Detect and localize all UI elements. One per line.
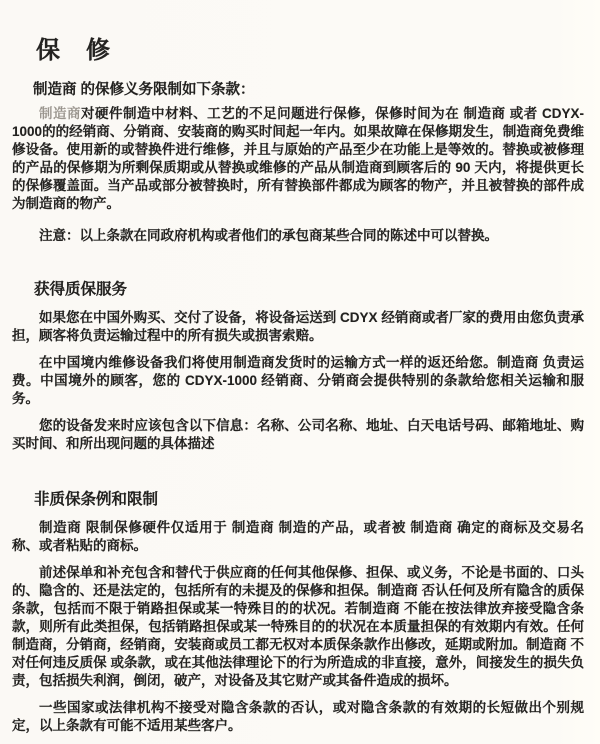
note-paragraph: 注意：以上条款在同政府机构或者他们的承包商某些合同的陈述中可以替换。 xyxy=(39,228,498,244)
warranty-obligations-heading: 制造商 的保修义务限制如下条款： xyxy=(33,82,255,99)
warranty-terms-text: 对硬件制造中材料、工艺的不足问题进行保修，保修时间为在 制造商 或者 CDYX- 1000的的经销商、分销商、安装商的购买时间起一年内。如果故障在保修期发生，制造商免费维修设备。使用新的或替换件进行维修，并且与原始的产品至少在功能上是等效的。替换或被修理的产品的保修期为所剩保质期或从替换或维修的产品从制造商到顾客后的 90 天内，将提供更长的保修覆盖面。当产品或部分被替换时，所有替换部件都成为顾客的物产，并且被替换的部件成为制造商的物产。 xyxy=(12,106,585,212)
section-heading-non-warranty-limits: 非质保条例和限制 xyxy=(34,491,159,509)
page-title: 保 修 xyxy=(36,37,111,64)
limits-paragraph-jurisdictions: 一些国家或法律机构不接受对隐含条款的否认，或对隐含条款的有效期的长短做出个别规定，以上条款有可能不适用某些客户。 xyxy=(12,700,584,734)
manufacturer-word-muted: 制造商 xyxy=(39,106,82,122)
service-paragraph-domestic-return: 在中国境内维修设备我们将使用制造商发货时的运输方式一样的返还给您。制造商 负责运费。中国境外的顾客，您的 CDYX-1000 经销商、分销商会提供特别的条款给您相关运输和服务。 xyxy=(12,355,584,407)
warranty-terms-paragraph xyxy=(12,105,584,213)
limits-paragraph-scope: 制造商 限制保修硬件仅适用于 制造商 制造的产品，或者被 制造商 确定的商标及交易名称、或者粘贴的商标。 xyxy=(12,520,584,554)
limits-paragraph-disclaimer: 前述保单和补充包含和替代于供应商的任何其他保修、担保、或义务，不论是书面的、口头的、隐含的、还是法定的，包括所有的未提及的保修和担保。制造商 否认任何及所有隐含的质保条款，包括而不限于销路担保或某一特殊目的的状况。若制造商 不能在按法律放弃接受隐含条款，则所有此类担保，包括销路担保或某一特殊目的的状况在本质量担保的有效期内有效。任何制造商，分销商，经销商，安装商或员工都无权对本质保条款作出修改，延期或附加。制造商 不对任何违反质保 或条款，或在其他法律理论下的行为所造成的非直接，意外，间接发生的损失负责，包括损失利润，倒闭，破产，对设备及其它财产或其备件造成的损坏。 xyxy=(12,565,584,689)
section-heading-obtain-warranty-service: 获得质保服务 xyxy=(34,281,128,299)
service-paragraph-shipping-abroad: 如果您在中国外购买、交付了设备，将设备运送到 CDYX 经销商或者厂家的费用由您负责承担，顾客将负责运输过程中的所有损失或损害索赔。 xyxy=(12,310,584,344)
service-paragraph-required-info: 您的设备发来时应该包含以下信息：名称、公司名称、地址、白天电话号码、邮箱地址、购买时间、和所出现问题的具体描述 xyxy=(12,418,584,452)
